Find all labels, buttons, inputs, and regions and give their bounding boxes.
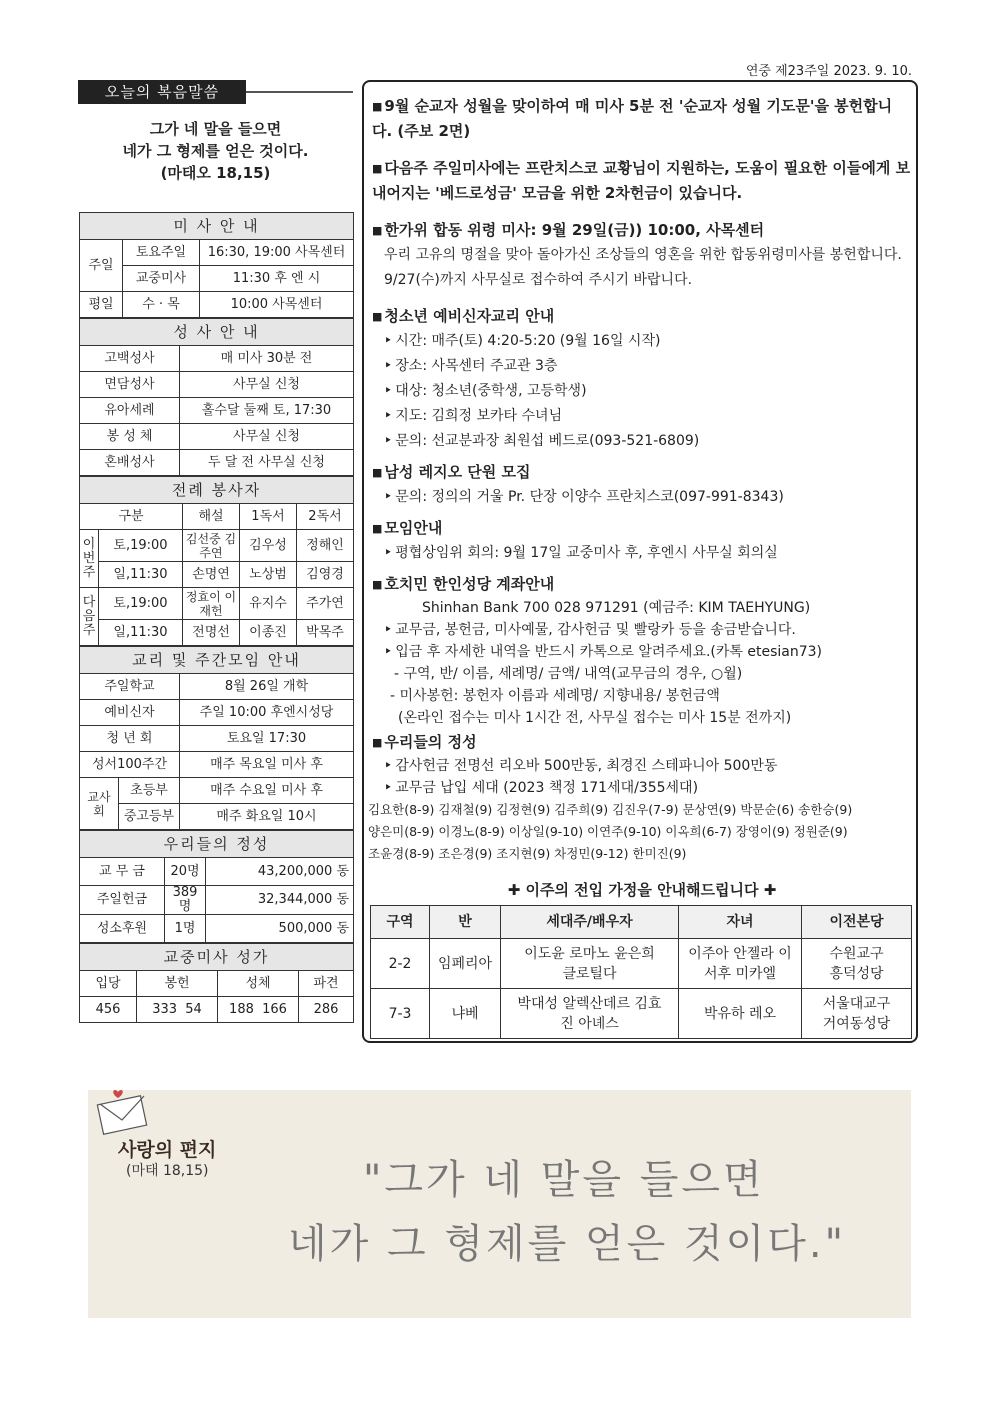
notice-title: ■ 호치민 한인성당 계좌안내	[372, 572, 912, 597]
mass-cell: 교중미사	[123, 266, 200, 292]
notice-item: ‣ 문의: 정의의 거울 Pr. 단장 이양수 프란치스코(097-991-8343)	[372, 485, 912, 510]
mass-header: 미 사 안 내	[80, 213, 354, 240]
hymns-table	[79, 943, 354, 1023]
gospel-banner-label: 오늘의 복음말씀	[78, 80, 246, 104]
servers-col: 해설	[183, 504, 240, 530]
notice-item: ‣ 대상: 청소년(중학생, 고등학생)	[372, 379, 912, 404]
offering-cell: 주일헌금	[80, 886, 165, 915]
banner-rule	[246, 91, 353, 93]
notice-item: ‣ 지도: 김희정 보카타 수녀님	[372, 404, 912, 429]
sacrament-header: 성 사 안 내	[80, 319, 354, 346]
servers-cell: 유지수	[240, 588, 297, 620]
letter-ref: (마태 18,15)	[126, 1163, 209, 1179]
sacrament-cell: 두 달 전 사무실 신청	[180, 450, 354, 476]
mass-cell: 16:30, 19:00 사목센터	[200, 240, 354, 266]
notice-offering	[368, 730, 912, 865]
hymns-header: 교중미사 성가	[80, 944, 354, 971]
sacrament-cell: 봉 성 체	[80, 424, 180, 450]
gospel-ref: (마태오 18,15)	[160, 164, 271, 182]
education-cell: 초등부	[119, 778, 180, 804]
hymn-number: 333 54	[137, 997, 218, 1023]
servers-cell: 토,19:00	[99, 588, 183, 620]
servers-cell: 박목주	[297, 620, 354, 646]
notice-item: ‣ 교무금, 봉헌금, 미사예물, 감사헌금 및 빨랑카 등을 송금받습니다.	[372, 619, 912, 641]
notice-account	[372, 572, 912, 729]
offering-cell: 43,200,000 동	[206, 858, 354, 886]
love-letter-card	[88, 1090, 911, 1318]
gospel-quote	[78, 118, 353, 184]
servers-cell: 김선중 김주연	[183, 530, 240, 562]
servers-header: 전례 봉사자	[80, 477, 354, 504]
sacrament-cell: 사무실 신청	[180, 372, 354, 398]
notice-legio	[372, 460, 912, 510]
offering-header: 우리들의 정성	[80, 831, 354, 858]
notice-title: ■ 남성 레지오 단원 모집	[372, 460, 912, 485]
hymns-col: 봉헌	[137, 971, 218, 997]
offering-cell: 389명	[165, 886, 206, 915]
notice-title: ■ 모임안내	[372, 516, 912, 541]
newcomers-cell: 수원교구 흥덕성당	[802, 939, 912, 989]
servers-table	[79, 476, 354, 646]
servers-col: 1독서	[240, 504, 297, 530]
newcomers-col: 자녀	[679, 906, 802, 939]
notice-title: ■ 우리들의 정성	[372, 730, 912, 755]
education-cell: 8월 26일 개학	[180, 674, 354, 700]
notice-box	[362, 80, 918, 1043]
notice-youth-catechism	[372, 304, 912, 454]
notice-item: ‣ 교무금 납입 세대 (2023 책정 171세대/355세대)	[372, 777, 912, 799]
sacrament-table	[79, 318, 354, 476]
hymns-col: 입당	[80, 971, 137, 997]
newcomers-col: 구역	[371, 906, 430, 939]
hymns-col: 성체	[218, 971, 299, 997]
offering-cell: 성소후원	[80, 915, 165, 943]
notice-text: ■ 9월 순교자 성월을 맞이하여 매 미사 5분 전 '순교자 성월 기도문'을 봉헌합니다. (주보 2면)	[372, 94, 912, 144]
this-week-label: 이번주	[80, 530, 99, 588]
offering-cell: 20명	[165, 858, 206, 886]
newcomers-cell: 박대성 알렉산데르 김효진 아녜스	[501, 989, 679, 1039]
education-cell: 성서100주간	[80, 752, 180, 778]
left-info-tables	[79, 212, 354, 1023]
gospel-banner	[78, 80, 353, 104]
hymn-number: 188 166	[218, 997, 299, 1023]
gospel-line-1: 그가 네 말을 들으면	[149, 120, 282, 138]
education-cell: 토요일 17:30	[180, 726, 354, 752]
notice-martyrs	[372, 94, 912, 144]
newcomers-col: 세대주/배우자	[501, 906, 679, 939]
newcomers-title: ✚ 이주의 전입 가정을 안내해드립니다 ✚	[507, 881, 777, 899]
newcomers-cell: 이주아 안젤라 이서후 미카엘	[679, 939, 802, 989]
servers-cell: 일,11:30	[99, 562, 183, 588]
notice-item: ‣ 문의: 선교분과장 최원섭 베드로(093-521-6809)	[372, 429, 912, 454]
notice-item: ‣ 평협상임위 회의: 9월 17일 교중미사 후, 후엔시 사무실 회의실	[372, 541, 912, 566]
sacrament-cell: 사무실 신청	[180, 424, 354, 450]
servers-cell: 김영경	[297, 562, 354, 588]
education-header: 교리 및 주간모임 안내	[80, 647, 354, 674]
newcomers-col: 이전본당	[802, 906, 912, 939]
education-cell: 매주 화요일 10시	[180, 804, 354, 830]
offering-table	[79, 830, 354, 943]
newcomers-cell: 박유하 레오	[679, 989, 802, 1039]
offering-cell: 500,000 동	[206, 915, 354, 943]
servers-cell: 손명연	[183, 562, 240, 588]
notice-meeting	[372, 516, 912, 566]
servers-cell: 토,19:00	[99, 530, 183, 562]
mass-cell: 토요주일	[123, 240, 200, 266]
newcomers-table	[370, 905, 912, 1039]
notice-item: - 미사봉헌: 봉헌자 이름과 세례명/ 지향내용/ 봉헌금액	[390, 688, 720, 704]
mass-table	[79, 212, 354, 318]
offering-cell: 1명	[165, 915, 206, 943]
offering-cell: 32,344,000 동	[206, 886, 354, 915]
newcomers-cell: 7-3	[371, 989, 430, 1039]
hymns-col: 파견	[299, 971, 354, 997]
envelope-icon	[94, 1086, 154, 1138]
notice-peter-pence	[372, 156, 912, 206]
education-cell: 주일학교	[80, 674, 180, 700]
servers-cell: 일,11:30	[99, 620, 183, 646]
mass-cell: 10:00 사목센터	[200, 292, 354, 318]
education-cell: 중고등부	[119, 804, 180, 830]
sacrament-cell: 유아세례	[80, 398, 180, 424]
newcomers-col: 반	[430, 906, 501, 939]
servers-cell: 정해인	[297, 530, 354, 562]
teachers-label: 교사회	[80, 778, 119, 830]
letter-title: 사랑의 편지	[118, 1139, 217, 1161]
notice-item: - 구역, 반/ 이름, 세례명/ 금액/ 내역(교무금의 경우, ○월)	[394, 666, 743, 682]
letter-quote-line-1: "그가 네 말을 들으면	[363, 1157, 765, 1203]
issue-date: 연중 제23주일 2023. 9. 10.	[745, 64, 912, 79]
servers-cell: 김우성	[240, 530, 297, 562]
mass-cell: 11:30 후 엔 시	[200, 266, 354, 292]
notice-item: ‣ 입금 후 자세한 내역을 반드시 카톡으로 알려주세요.(카톡 etesian73)	[372, 641, 912, 663]
notice-title: ■ 청소년 예비신자교리 안내	[372, 304, 912, 329]
hymn-number: 456	[80, 997, 137, 1023]
servers-cell: 전명선	[183, 620, 240, 646]
servers-cell: 노상범	[240, 562, 297, 588]
hymn-number: 286	[299, 997, 354, 1023]
offering-cell: 교 무 금	[80, 858, 165, 886]
names-line: 양은미(8-9) 이경노(8-9) 이상일(9-10) 이연주(9-10) 이옥희(6-7) 장영이(9) 정원준(9)	[368, 824, 848, 839]
notice-item: ‣ 시간: 매주(토) 4:20-5:20 (9월 16일 시작)	[372, 329, 912, 354]
newcomers-cell: 이도윤 로마노 윤은희 클로틸다	[501, 939, 679, 989]
notice-body: 우리 고유의 명절을 맞아 돌아가신 조상들의 영혼을 위한 합동위령미사를 봉헌합니다. 9/27(수)까지 사무실로 접수하여 주시기 바랍니다.	[384, 247, 902, 288]
sacrament-cell: 혼배성사	[80, 450, 180, 476]
education-cell: 주일 10:00 후엔시성당	[180, 700, 354, 726]
notice-item: (온라인 접수는 미사 1시간 전, 사무실 접수는 미사 15분 전까지)	[398, 710, 792, 726]
newcomers-cell: 2-2	[371, 939, 430, 989]
weekday-label: 평일	[80, 292, 123, 318]
sacrament-cell: 홀수달 둘째 토, 17:30	[180, 398, 354, 424]
sacrament-cell: 고백성사	[80, 346, 180, 372]
newcomers-cell: 임페리아	[430, 939, 501, 989]
next-week-label: 다음주	[80, 588, 99, 646]
education-table	[79, 646, 354, 830]
servers-cell: 정효이 이재헌	[183, 588, 240, 620]
notice-item: ‣ 장소: 사목센터 주교관 3층	[372, 354, 912, 379]
servers-cell: 이종진	[240, 620, 297, 646]
sunday-label: 주일	[80, 240, 123, 292]
sacrament-cell: 매 미사 30분 전	[180, 346, 354, 372]
mass-cell: 수 · 목	[123, 292, 200, 318]
names-line: 조윤경(8-9) 조은경(9) 조지현(9) 차정민(9-12) 한미진(9)	[368, 846, 687, 861]
servers-col: 2독서	[297, 504, 354, 530]
education-cell: 예비신자	[80, 700, 180, 726]
newcomers-cell: 냐베	[430, 989, 501, 1039]
education-cell: 청 년 회	[80, 726, 180, 752]
notice-memorial-mass	[372, 218, 912, 293]
names-line: 김요한(8-9) 김재철(9) 김정현(9) 김주희(9) 김진우(7-9) 문상연(9) 박문순(6) 송한승(9)	[368, 802, 853, 817]
letter-quote-line-2: 네가 그 형제를 얻은 것이다."	[288, 1221, 847, 1267]
sacrament-cell: 면담성사	[80, 372, 180, 398]
account-line: Shinhan Bank 700 028 971291 (예금주: KIM TAEHYUNG)	[422, 600, 811, 616]
education-cell: 매주 목요일 미사 후	[180, 752, 354, 778]
notice-title: ■ 한가위 합동 위령 미사: 9월 29일(금)) 10:00, 사목센터	[372, 218, 912, 243]
notice-text: ■ 다음주 주일미사에는 프란치스코 교황님이 지원하는, 도움이 필요한 이들에게 보내어지는 '베드로성금' 모금을 위한 2차헌금이 있습니다.	[372, 156, 912, 206]
gospel-line-2: 네가 그 형제를 얻은 것이다.	[122, 142, 309, 160]
newcomers-cell: 서울대교구 거여동성당	[802, 989, 912, 1039]
notice-item: ‣ 감사헌금 전명선 리오바 500만동, 최경진 스테파니아 500만동	[372, 755, 912, 777]
servers-col: 구분	[80, 504, 183, 530]
servers-cell: 주가연	[297, 588, 354, 620]
education-cell: 매주 수요일 미사 후	[180, 778, 354, 804]
